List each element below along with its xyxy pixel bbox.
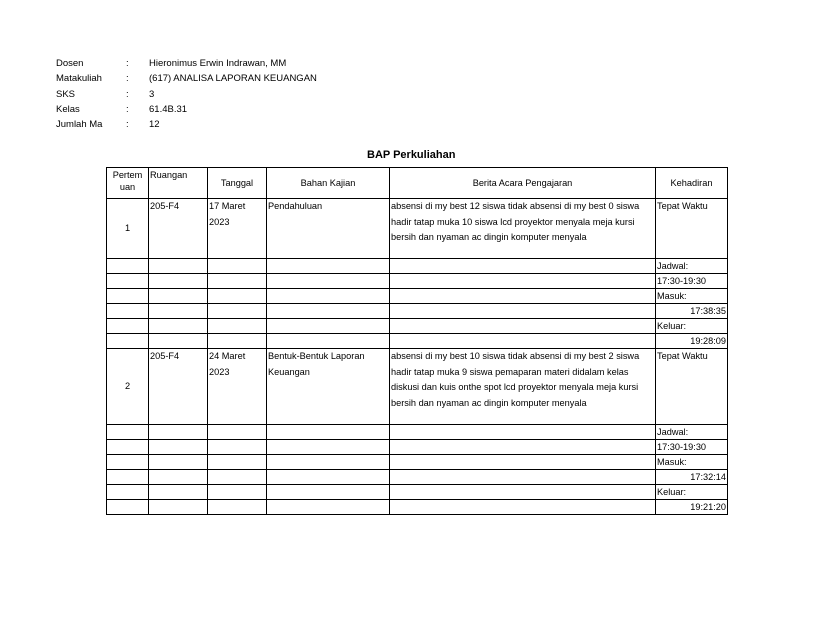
table-row	[107, 304, 728, 319]
colon: :	[126, 58, 129, 70]
page-title: BAP Perkuliahan	[367, 149, 456, 161]
course-info	[56, 56, 317, 132]
table-row	[107, 349, 728, 425]
table-row	[107, 470, 728, 485]
jumlah-value: 12	[149, 119, 160, 131]
pertemuan-number: 2	[107, 349, 149, 425]
keluar-label: Keluar:	[656, 485, 728, 500]
table-row	[107, 319, 728, 334]
jadwal-value: 17:30-19:30	[656, 274, 728, 289]
jadwal-label: Jadwal:	[656, 259, 728, 274]
col-header-pertemuan: Pertem uan	[107, 168, 149, 199]
col-header-ruangan: Ruangan	[149, 168, 208, 199]
jumlah-label: Jumlah Ma	[56, 119, 103, 131]
colon: :	[126, 104, 129, 116]
masuk-value: 17:38:35	[656, 304, 728, 319]
table-row	[107, 274, 728, 289]
kehadiran-cell: Tepat Waktu	[656, 199, 728, 259]
keluar-value: 19:21:20	[656, 500, 728, 515]
kelas-label: Kelas	[56, 104, 80, 116]
table-row	[107, 289, 728, 304]
matakuliah-label: Matakuliah	[56, 73, 102, 85]
colon: :	[126, 119, 129, 131]
bahan-cell: Pendahuluan	[267, 199, 390, 259]
kelas-value: 61.4B.31	[149, 104, 188, 116]
col-header-kehadiran: Kehadiran	[656, 168, 728, 199]
jadwal-label: Jadwal:	[656, 425, 728, 440]
sks-value: 3	[149, 88, 155, 100]
berita-cell: absensi di my best 10 siswa tidak absensi di my best 2 siswa hadir tatap muka 9 siswa pemaparan materi didalam kelas diskusi dan kuis onthe spot lcd proyektor menyala meja kursi bersih dan nyaman ac dingin komputer menyala	[390, 349, 656, 425]
table-row	[107, 334, 728, 349]
table-row	[107, 425, 728, 440]
dosen-value: Hieronimus Erwin Indrawan, MM	[149, 58, 287, 70]
info-row-jumlah	[56, 117, 317, 132]
table-row	[107, 455, 728, 470]
info-row-dosen	[56, 56, 317, 71]
masuk-label: Masuk:	[656, 289, 728, 304]
jadwal-value: 17:30-19:30	[656, 440, 728, 455]
table-row	[107, 259, 728, 274]
kehadiran-cell: Tepat Waktu	[656, 349, 728, 425]
pertemuan-number: 1	[107, 199, 149, 259]
tanggal-cell: 24 Maret 2023	[208, 349, 267, 425]
col-header-bahan: Bahan Kajian	[267, 168, 390, 199]
table-row	[107, 500, 728, 515]
info-row-kelas	[56, 102, 317, 117]
masuk-value: 17:32:14	[656, 470, 728, 485]
masuk-label: Masuk:	[656, 455, 728, 470]
table-header-row	[107, 168, 728, 199]
col-header-berita: Berita Acara Pengajaran	[390, 168, 656, 199]
table-row	[107, 485, 728, 500]
matakuliah-value: (617) ANALISA LAPORAN KEUANGAN	[149, 73, 317, 85]
table-row	[107, 440, 728, 455]
keluar-label: Keluar:	[656, 319, 728, 334]
col-header-tanggal: Tanggal	[208, 168, 267, 199]
sks-label: SKS	[56, 88, 76, 100]
berita-cell: absensi di my best 12 siswa tidak absensi di my best 0 siswa hadir tatap muka 10 siswa lcd proyektor menyala meja kursi bersih dan nyaman ac dingin komputer menyala	[390, 199, 656, 259]
ruangan-cell: 205-F4	[149, 349, 208, 425]
info-row-matakuliah	[56, 71, 317, 86]
tanggal-cell: 17 Maret 2023	[208, 199, 267, 259]
bahan-cell: Bentuk-Bentuk Laporan Keuangan	[267, 349, 390, 425]
table-row	[107, 199, 728, 259]
ruangan-cell: 205-F4	[149, 199, 208, 259]
colon: :	[126, 73, 129, 85]
dosen-label: Dosen	[56, 58, 84, 70]
keluar-value: 19:28:09	[656, 334, 728, 349]
colon: :	[126, 88, 129, 100]
bap-table	[106, 167, 728, 515]
info-row-sks	[56, 87, 317, 102]
